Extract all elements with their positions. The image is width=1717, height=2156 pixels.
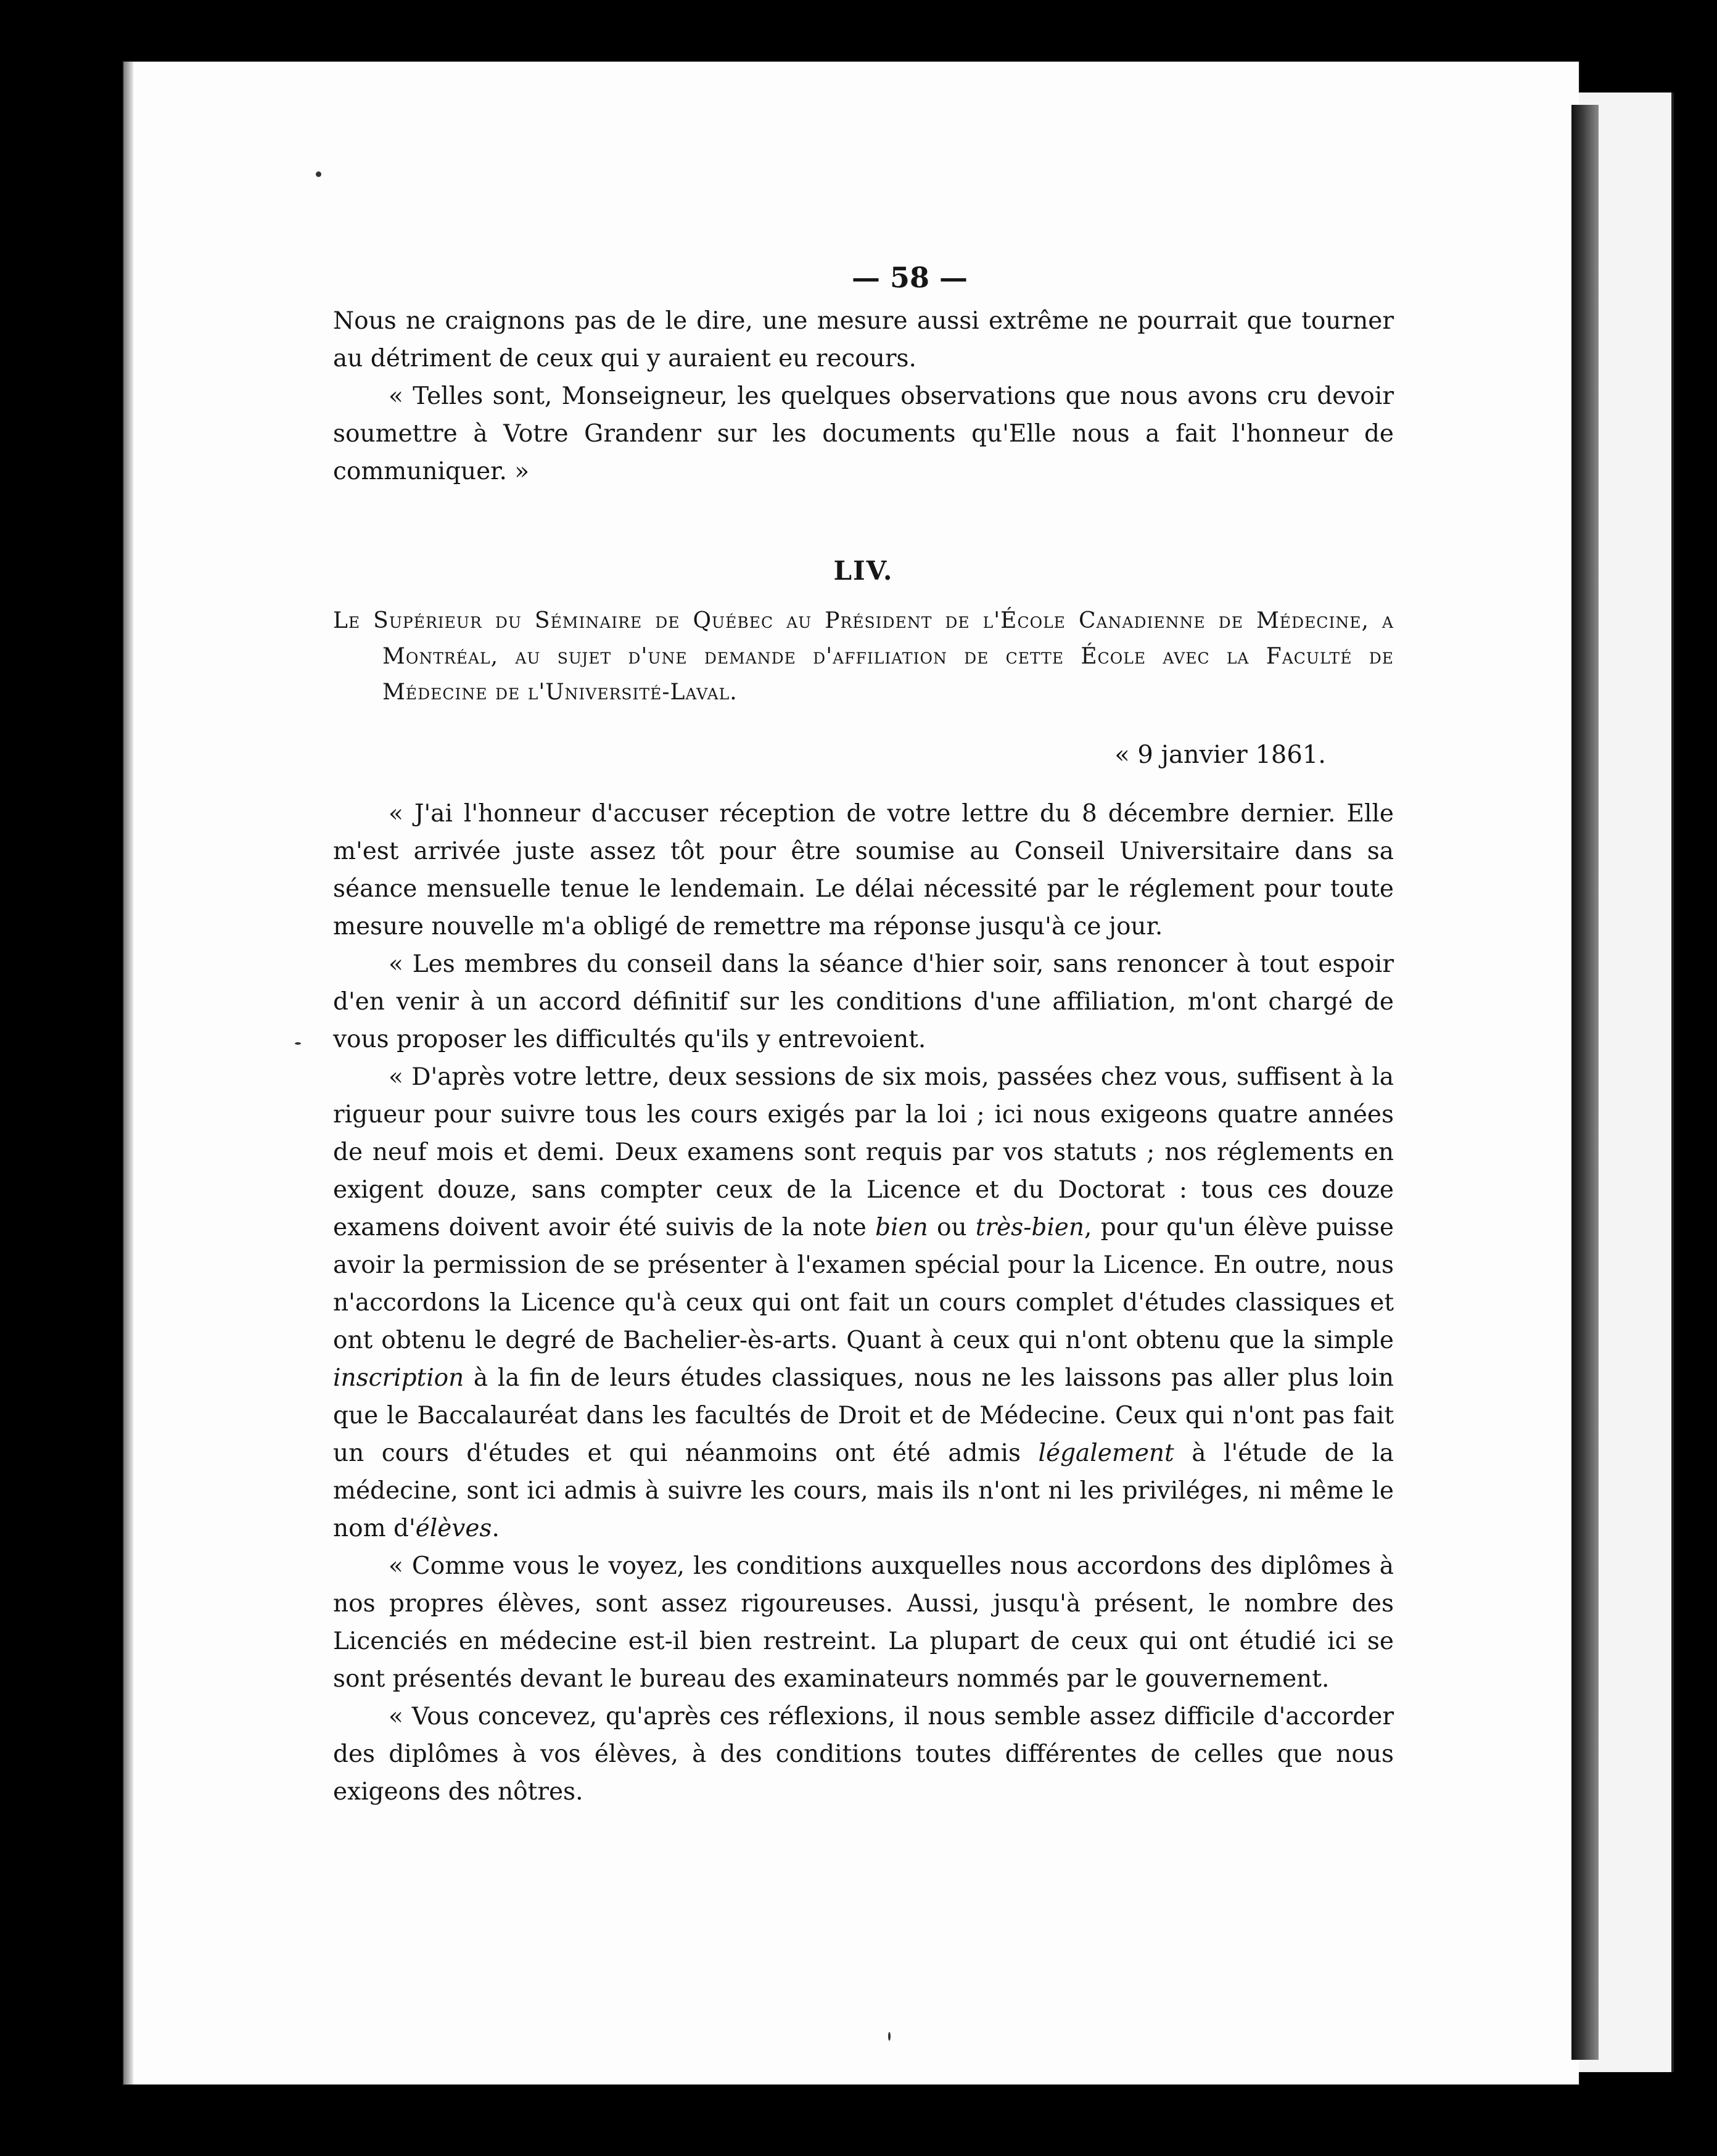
text-run: . [492, 1515, 500, 1542]
italic-term: légalement [1038, 1439, 1174, 1467]
text-run: à la fin de leurs études classiques, nous ne les laissons pas aller plus loin que le Baccalauréat dans les facultés de Droit et de Médecine. Ceux qui n'ont pas fait un cours d'études et qui néanmoins ont été admis [333, 1364, 1394, 1467]
letter-date: « 9 janvier 1861. [1114, 741, 1326, 769]
paragraph-continuation: Nous ne craignons pas de le dire, une mesure aussi extrême ne pourrait que tourner au détriment de ceux qui y auraient eu recours. [333, 307, 1394, 372]
scan-speck [295, 1042, 301, 1045]
italic-term: inscription [333, 1364, 464, 1392]
letter-paragraph: « Les membres du conseil dans la séance d'hier soir, sans renoncer à tout espoir d'en venir à un accord définitif sur les conditions d'une affiliation, m'ont chargé de vous proposer les difficultés qu'ils y entrevoient. [333, 950, 1394, 1053]
scan-speck [888, 2032, 891, 2041]
text-run: « D'après votre lettre, deux sessions de six mois, passées chez vous, suffisent à la rigueur pour suivre tous les cours exigés par la loi ; ici nous exigeons quatre années de neuf mois et demi. Deux examens sont requis par vos statuts ; nos réglements en exigent douze, sans compter ceux de la Licence et du Doctorat : tous ces douze examens doivent avoir été suivis de la note [333, 1063, 1394, 1241]
text-run: , pour qu'un élève puisse avoir la permission de se présenter à l'examen spécial pour la Licence. En outre, nous n'accordons la Licence qu'à ceux qui ont fait un cours complet d'études classiques et ont obtenu le degré de Bachelier-ès-arts. Quant à ceux qui n'ont obtenu que la simple [333, 1214, 1394, 1354]
letter-paragraph: « Comme vous le voyez, les conditions auxquelles nous accordons des diplômes à nos propres élèves, sont assez rigoureuses. Aussi, jusqu'à présent, le nombre des Licenciés en médecine est-il bien restreint. La plupart de ceux qui ont étudié ici se sont présentés devant le bureau des examinateurs nommés par le gouvernement. [333, 1552, 1394, 1693]
section-number: LIV. [833, 556, 894, 586]
text-run: ou [928, 1214, 976, 1241]
letter-paragraph [333, 1058, 1394, 1547]
italic-term: très-bien [975, 1214, 1085, 1241]
facing-page-edge [1671, 93, 1674, 2072]
page-text [333, 253, 1394, 1811]
paragraph-closing-quote: « Telles sont, Monseigneur, les quelques observations que nous avons cru devoir soumettre à Votre Grandenr sur les documents qu'Elle nous a fait l'honneur de communiquer. » [333, 382, 1394, 485]
scan-speck [316, 171, 321, 177]
section-heading: Le Supérieur du Séminaire de Québec au Président de l'École Canadienne de Médecine, a Montréal, au sujet d'une demande d'affiliation de cette École avec la Faculté de Médecine de l'Université-Laval. [333, 608, 1394, 705]
italic-term: bien [875, 1214, 928, 1241]
book-gutter-shadow [1571, 105, 1599, 2060]
page-number: — 58 — [851, 261, 968, 294]
text-run: à l'étude de la médecine, sont ici admis à suivre les cours, mais ils n'ont ni les priviléges, ni même le nom d' [333, 1439, 1394, 1542]
letter-paragraph: « J'ai l'honneur d'accuser réception de votre lettre du 8 décembre dernier. Elle m'est arrivée juste assez tôt pour être soumise au Conseil Universitaire dans sa séance mensuelle tenue le lendemain. Le délai nécessité par le réglement pour toute mesure nouvelle m'a obligé de remettre ma réponse jusqu'à ce jour. [333, 800, 1394, 940]
italic-term: élèves [415, 1515, 492, 1542]
letter-paragraph: « Vous concevez, qu'après ces réflexions, il nous semble assez difficile d'accorder des diplômes à vos élèves, à des conditions toutes différentes de celles que nous exigeons des nôtres. [333, 1703, 1394, 1806]
page-left-edge [123, 62, 133, 2084]
